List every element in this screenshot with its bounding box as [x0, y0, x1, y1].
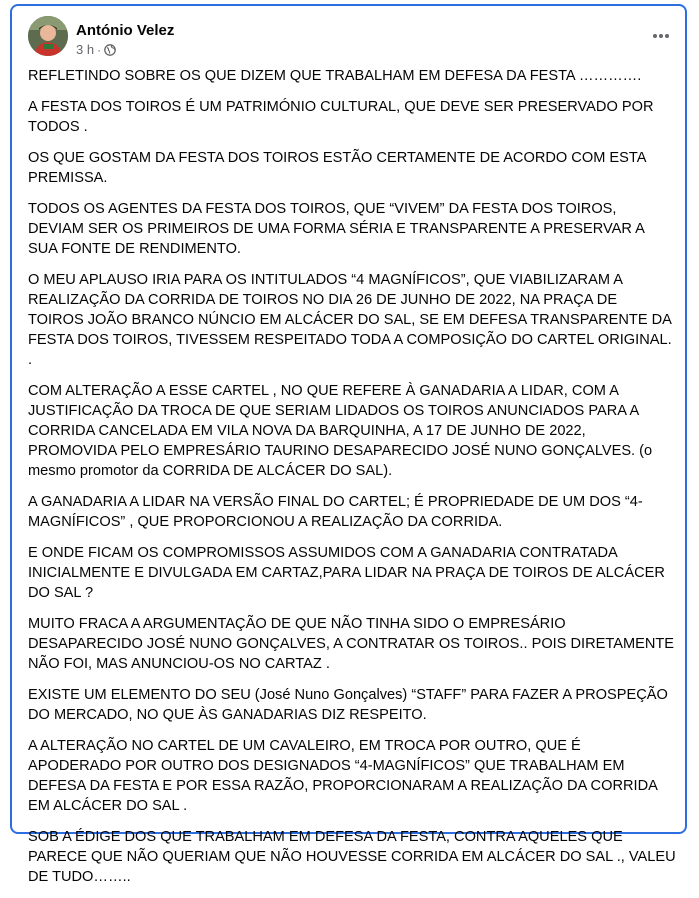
post-paragraph: SOB A ÉDIGE DOS QUE TRABALHAM EM DEFESA DA FESTA, CONTRA AQUELES QUE PARECE QUE NÃO QUERIAM QUE NÃO HOUVESSE CORRIDA EM ALCÁCER DO SAL ., VALEU DE TUDO……..	[28, 829, 676, 885]
globe-icon[interactable]	[104, 44, 116, 56]
post-meta	[76, 42, 116, 57]
more-options-icon[interactable]	[647, 24, 675, 48]
post-time[interactable]: 3 h	[76, 42, 95, 57]
post-paragraph: REFLETINDO SOBRE OS QUE DIZEM QUE TRABALHAM EM DEFESA DA FESTA ………….	[28, 68, 642, 84]
post-paragraph: COM ALTERAÇÃO A ESSE CARTEL , NO QUE REFERE À GANADARIA A LIDAR, COM A JUSTIFICAÇÃO DA TROCA DE QUE SERIAM LIDADOS OS TOIROS ANUNCIADOS PARA A CORRIDA CANCELADA EM VILA NOVA DA BARQUINHA, A 17 DE JUNHO DE 2022, PROMOVIDA PELO EMPRESÁRIO TAURINO DESAPARECIDO JOSÉ NUNO GONÇALVES. (o mesmo promotor da CORRIDA DE ALCÁCER DO SAL).	[28, 383, 653, 479]
post-paragraph: MUITO FRACA A ARGUMENTAÇÃO DE QUE NÃO TINHA SIDO O EMPRESÁRIO DESAPARECIDO JOSÉ NUNO GONÇALVES, A CONTRATAR OS TOIROS.. POIS DIRETAMENTE NÃO FOI, MAS ANUNCIOU-OS NO CARTAZ .	[28, 616, 675, 672]
post-paragraph: EXISTE UM ELEMENTO DO SEU (José Nuno Gonçalves) “STAFF” PARA FAZER A PROSPEÇÃO DO MERCADO, NO QUE ÀS GANADARIAS DIZ RESPEITO.	[28, 687, 668, 723]
post-paragraph: A GANADARIA A LIDAR NA VERSÃO FINAL DO CARTEL; É PROPRIEDADE DE UM DOS “4-MAGNÍFICOS” , QUE PROPORCIONOU A REALIZAÇÃO DA CORRIDA.	[28, 494, 643, 530]
post-card	[10, 4, 687, 885]
post-paragraph: A FESTA DOS TOIROS É UM PATRIMÓNIO CULTURAL, QUE DEVE SER PRESERVADO POR TODOS .	[28, 99, 654, 135]
post-paragraph: TODOS OS AGENTES DA FESTA DOS TOIROS, QUE “VIVEM” DA FESTA DOS TOIROS, DEVIAM SER OS PRIMEIROS DE UMA FORMA SÉRIA E TRANSPARENTE A PRESERVAR A SUA FONTE DE RENDIMENTO.	[28, 201, 645, 257]
post-paragraph: E ONDE FICAM OS COMPROMISSOS ASSUMIDOS COM A GANADARIA CONTRATADA INICIALMENTE E DIVULGADA EM CARTAZ,PARA LIDAR NA PRAÇA DE TOIROS DE ALCÁCER DO SAL ?	[28, 545, 665, 601]
post-paragraph: OS QUE GOSTAM DA FESTA DOS TOIROS ESTÃO CERTAMENTE DE ACORDO COM ESTA PREMISSA.	[28, 150, 646, 186]
author-avatar[interactable]	[28, 16, 68, 56]
post-paragraph: A ALTERAÇÃO NO CARTEL DE UM CAVALEIRO, EM TROCA POR OUTRO, QUE É APODERADO POR OUTRO DOS DESIGNADOS “4-MAGNÍFICOS” QUE TRABALHAM EM DEFESA DA FESTA E POR ESSA RAZÃO, PROPORCIONARAM A REALIZAÇÃO DA CORRIDA EM ALCÁCER DO SAL .	[28, 738, 658, 814]
meta-separator: ·	[97, 42, 102, 57]
post-header	[28, 16, 673, 60]
post-text	[28, 66, 676, 898]
author-name[interactable]: António Velez	[76, 22, 175, 39]
post-paragraph: O MEU APLAUSO IRIA PARA OS INTITULADOS “4 MAGNÍFICOS”, QUE VIABILIZARAM A REALIZAÇÃO DA CORRIDA DE TOIROS NO DIA 26 DE JUNHO DE 2022, NA PRAÇA DE TOIROS JOÃO BRANCO NÚNCIO EM ALCÁCER DO SAL, SE EM DEFESA TRANSPARENTE DA FESTA DOS TOIROS, TIVESSEM RESPEITADO TODA A COMPOSIÇÃO DO CARTEL ORIGINAL. .	[28, 272, 672, 368]
